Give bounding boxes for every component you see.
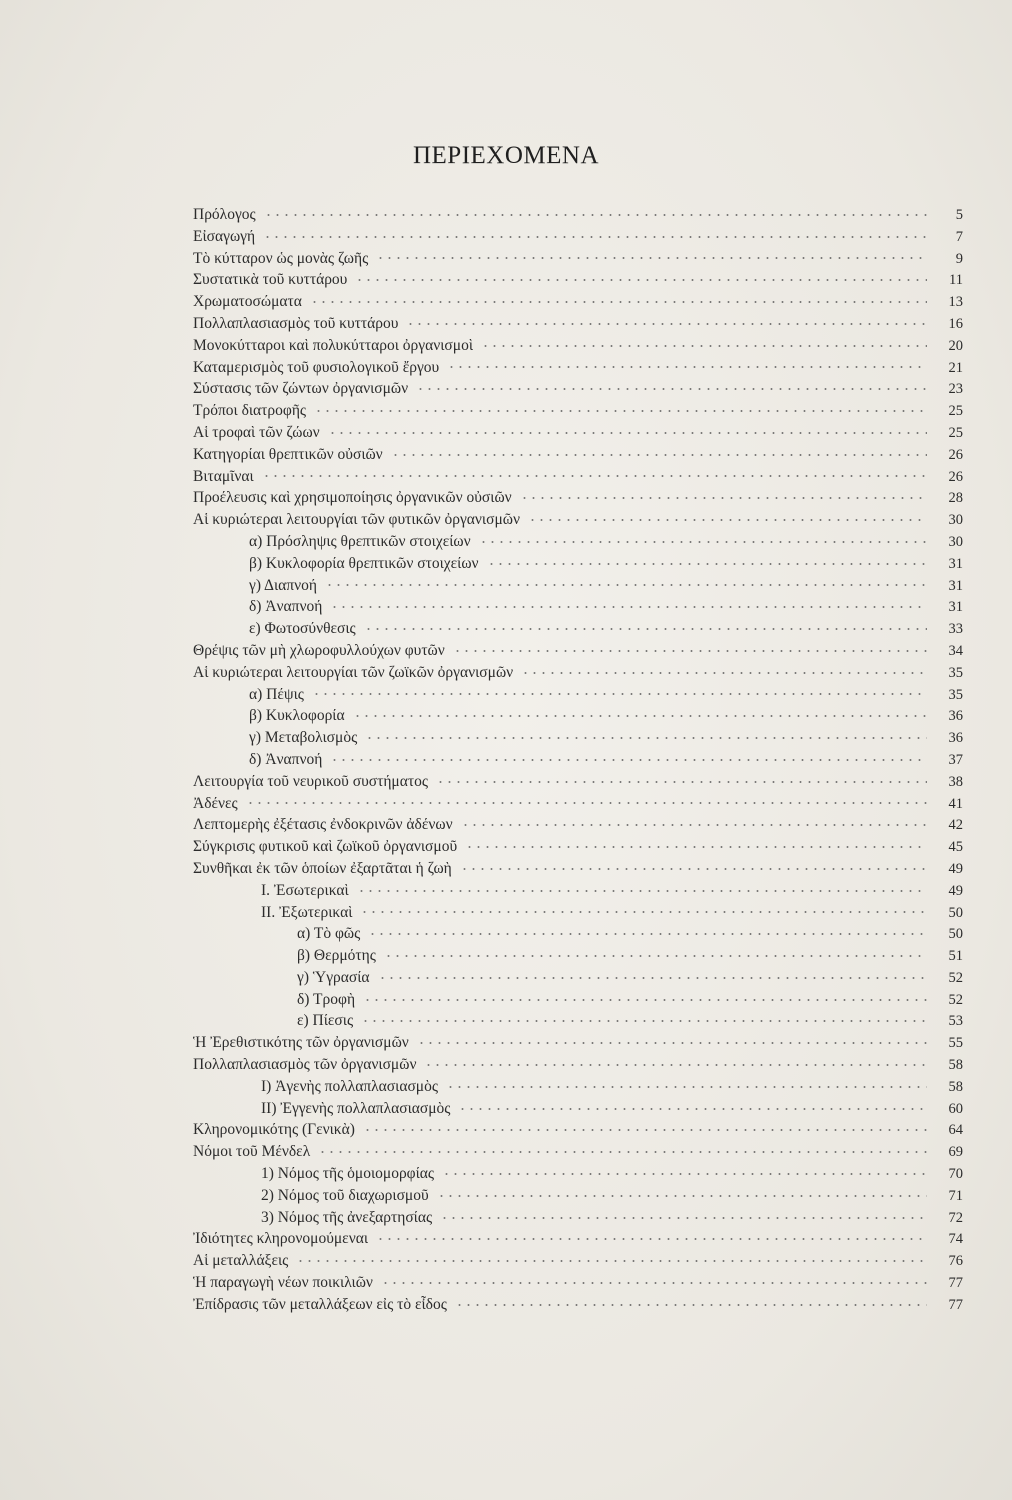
toc-entry — [193, 771, 963, 793]
toc-entry-title: Σύγκρισις φυτικοῦ καὶ ζωϊκοῦ ὀργανισμοῦ — [193, 838, 458, 856]
dot-leader — [381, 1282, 927, 1284]
dot-leader — [365, 737, 927, 739]
toc-entry-page-number: 20 — [948, 337, 963, 354]
toc-entry-title: 1) Νόμος τῆς ὁμοιομορφίας — [261, 1165, 435, 1183]
toc-entry — [193, 269, 963, 291]
dot-leader — [417, 1042, 927, 1044]
dot-leader — [461, 824, 927, 826]
toc-entry-page-number: 74 — [948, 1231, 963, 1248]
dot-leader — [376, 1238, 927, 1240]
toc-entry — [193, 335, 963, 357]
toc-entry-page-number: 42 — [948, 817, 963, 834]
toc-entry-page-number: 31 — [948, 577, 963, 594]
toc-entry-page-number: 70 — [948, 1166, 963, 1183]
toc-entry-title: γ) Μεταβολισμὸς — [249, 729, 358, 747]
toc-entry-title: Νόμοι τοῦ Μένδελ — [193, 1143, 311, 1161]
toc-entry — [193, 1228, 963, 1250]
toc-entry — [193, 727, 963, 749]
dot-leader — [357, 890, 927, 892]
toc-entry-page-number: 41 — [948, 795, 963, 812]
toc-entry — [193, 1294, 963, 1316]
dot-leader — [360, 911, 927, 913]
dot-leader — [521, 672, 927, 674]
toc-entry — [193, 967, 963, 989]
toc-entry-page-number: 52 — [948, 969, 963, 986]
toc-entry-title: Καταμερισμὸς τοῦ φυσιολογικοῦ ἔργου — [193, 358, 440, 376]
toc-entry — [193, 618, 963, 640]
toc-entry — [193, 400, 963, 422]
toc-entry-title: Συστατικὰ τοῦ κυττάρου — [193, 271, 348, 289]
dot-leader — [328, 432, 927, 434]
dot-leader — [460, 868, 927, 870]
toc-entry-page-number: 50 — [948, 926, 963, 943]
toc-entry-title: Βιταμῖναι — [193, 467, 254, 485]
dot-leader — [436, 781, 927, 783]
toc-entry-title: Χρωματοσώματα — [193, 293, 302, 311]
toc-entry-title: Αἱ κυριώτεραι λειτουργίαι τῶν ζωϊκῶν ὀργανισμῶν — [193, 663, 514, 681]
dot-leader — [325, 584, 927, 586]
toc-entry-title: Αἱ κυριώτεραι λειτουργίαι τῶν φυτικῶν ὀργανισμῶν — [193, 511, 520, 529]
toc-entry — [193, 509, 963, 531]
toc-entry-title: ε) Φωτοσύνθεσις — [249, 620, 356, 638]
page-title: ΠΕΡΙΕΧΟΜΕΝΑ — [412, 142, 600, 169]
dot-leader — [378, 977, 927, 979]
toc-entry-title: β) Θερμότης — [297, 947, 376, 965]
toc-entry — [193, 1076, 963, 1098]
toc-entry-title: α) Τὸ φῶς — [297, 925, 361, 943]
toc-entry-title: Λεπτομερὴς ἐξέτασις ἐνδοκρινῶν ἀδένων — [193, 816, 453, 834]
toc-entry-page-number: 13 — [948, 294, 963, 311]
dot-leader — [458, 1108, 927, 1110]
toc-entry-title: ΙΙ. Ἐξωτερικαὶ — [261, 903, 353, 921]
toc-entry-page-number: 33 — [948, 621, 963, 638]
toc-entry-title: Μονοκύτταροι καὶ πολυκύτταροι ὀργανισμοὶ — [193, 336, 474, 354]
toc-entry-title: ε) Πίεσις — [297, 1012, 354, 1030]
toc-entry-page-number: 25 — [948, 403, 963, 420]
toc-entry — [193, 814, 963, 836]
dot-leader — [330, 606, 927, 608]
dot-leader — [363, 999, 927, 1001]
toc-entry-page-number: 36 — [948, 708, 963, 725]
toc-entry-title: γ) Διαπνοή — [249, 576, 317, 594]
dot-leader — [384, 955, 927, 957]
toc-entry-title: Ι) Ἀγενὴς πολλαπλασιασμὸς — [261, 1077, 439, 1095]
dot-leader — [446, 1086, 927, 1088]
toc-entry — [193, 880, 963, 902]
dot-leader — [465, 846, 927, 848]
toc-entry-page-number: 35 — [948, 686, 963, 703]
dot-leader — [487, 563, 927, 565]
toc-entry-title: γ) Ὑγρασία — [297, 968, 370, 986]
toc-entry — [193, 553, 963, 575]
toc-entry-page-number: 7 — [955, 228, 963, 245]
dot-leader — [528, 519, 927, 521]
dot-leader — [246, 802, 927, 804]
toc-entry — [193, 313, 963, 335]
toc-entry-page-number: 64 — [948, 1122, 963, 1139]
toc-entry-title: Πρόλογος — [193, 206, 256, 223]
dot-leader — [353, 715, 927, 717]
toc-entry-title: Ι. Ἐσωτερικαὶ — [261, 881, 349, 899]
dot-leader — [296, 1260, 927, 1262]
toc-entry — [193, 989, 963, 1011]
toc-entry-title: α) Πρόσληψις θρεπτικῶν στοιχείων — [249, 532, 471, 550]
toc-entry-page-number: 31 — [948, 555, 963, 572]
toc-entry-title: Ἰδιότητες κληρονομούμεναι — [193, 1230, 368, 1248]
toc-entry-page-number: 77 — [948, 1275, 963, 1292]
toc-entry-title: Ἐπίδρασις τῶν μεταλλάξεων εἰς τὸ εἶδος — [193, 1295, 447, 1313]
toc-entry — [193, 749, 963, 771]
dot-leader — [314, 410, 927, 412]
toc-entry-title: Αἱ τροφαὶ τῶν ζώων — [193, 423, 320, 441]
toc-entry — [193, 204, 963, 226]
dot-leader — [391, 454, 927, 456]
toc-entry — [193, 357, 963, 379]
toc-entry-page-number: 72 — [948, 1209, 963, 1226]
toc-entry-page-number: 5 — [955, 207, 963, 223]
toc-entry — [193, 1098, 963, 1120]
toc-entry-title: Ἡ παραγωγὴ νέων ποικιλιῶν — [193, 1274, 373, 1292]
toc-entry — [193, 793, 963, 815]
dot-leader — [481, 345, 927, 347]
dot-leader — [437, 1195, 927, 1197]
toc-entry — [193, 1185, 963, 1207]
toc-entry-page-number: 26 — [948, 468, 963, 485]
dot-leader — [406, 323, 927, 325]
dot-leader — [479, 541, 927, 543]
toc-entry — [193, 466, 963, 488]
toc-entry-page-number: 35 — [948, 664, 963, 681]
toc-entry — [193, 1163, 963, 1185]
dot-leader — [416, 388, 927, 390]
dot-leader — [453, 650, 927, 652]
dot-leader — [424, 1064, 927, 1066]
dot-leader — [376, 257, 927, 259]
toc-entry — [193, 640, 963, 662]
dot-leader — [368, 933, 927, 935]
dot-leader — [363, 1129, 927, 1131]
dot-leader — [520, 497, 927, 499]
toc-entry-title: 3) Νόμος τῆς ἀνεξαρτησίας — [261, 1208, 433, 1226]
dot-leader — [442, 1173, 927, 1175]
toc-entry — [193, 1207, 963, 1229]
toc-entry-page-number: 71 — [948, 1187, 963, 1204]
toc-entry-title: Πολλαπλασιασμὸς τῶν ὀργανισμῶν — [193, 1056, 417, 1074]
toc-entry-page-number: 77 — [948, 1296, 963, 1313]
toc-entry — [193, 836, 963, 858]
toc-entry — [193, 487, 963, 509]
dot-leader — [447, 366, 927, 368]
toc-entry-title: β) Κυκλοφορία θρεπτικῶν στοιχείων — [249, 554, 479, 572]
toc-entry-title: δ) Ἀναπνοή — [249, 598, 323, 616]
toc-entry — [193, 662, 963, 684]
toc-entry — [193, 1054, 963, 1076]
toc-entry-title: δ) Τροφὴ — [297, 990, 356, 1008]
toc-entry-title: Συνθῆκαι ἐκ τῶν ὁποίων ἐξαρτᾶται ἡ ζωὴ — [193, 859, 452, 877]
toc-entry-page-number: 21 — [948, 359, 963, 376]
toc-entry-title: Λειτουργία τοῦ νευρικοῦ συστήματος — [193, 772, 428, 790]
toc-entry — [193, 531, 963, 553]
dot-leader — [312, 693, 927, 695]
toc-entry — [193, 902, 963, 924]
toc-entry-page-number: 51 — [948, 948, 963, 965]
dot-leader — [355, 279, 927, 281]
toc-entry — [193, 291, 963, 313]
toc-entry-page-number: 9 — [955, 250, 963, 267]
dot-leader — [455, 1304, 927, 1306]
toc-entry — [193, 444, 963, 466]
toc-entry — [193, 1032, 963, 1054]
toc-entry-title: Σύστασις τῶν ζώντων ὀργανισμῶν — [193, 380, 409, 398]
toc-entry-page-number: 26 — [948, 446, 963, 463]
toc-entry-page-number: 31 — [948, 599, 963, 616]
dot-leader — [330, 759, 927, 761]
toc-entry — [193, 684, 963, 706]
toc-entry-page-number: 49 — [948, 860, 963, 877]
toc-entry — [193, 1119, 963, 1141]
toc-entry-title: Κατηγορίαι θρεπτικῶν οὐσιῶν — [193, 445, 383, 463]
toc-entry-page-number: 69 — [948, 1144, 963, 1161]
toc-entry — [193, 248, 963, 270]
toc-entry-page-number: 30 — [948, 533, 963, 550]
toc-entry-page-number: 45 — [948, 839, 963, 856]
toc-entry-title: Πολλαπλασιασμὸς τοῦ κυττάρου — [193, 314, 399, 332]
toc-entry-page-number: 58 — [948, 1057, 963, 1074]
toc-entry-page-number: 30 — [948, 512, 963, 529]
toc-entry-title: δ) Ἀναπνοή — [249, 750, 323, 768]
toc-entry — [193, 1010, 963, 1032]
toc-entry — [193, 1141, 963, 1163]
dot-leader — [361, 1020, 927, 1022]
toc-entry-page-number: 53 — [948, 1013, 963, 1030]
toc-entry-page-number: 23 — [948, 381, 963, 398]
toc-entry-page-number: 50 — [948, 904, 963, 921]
toc-entry-page-number: 49 — [948, 882, 963, 899]
toc-entry-title: Κληρονομικότης (Γενικὰ) — [193, 1121, 355, 1139]
dot-leader — [364, 628, 927, 630]
toc-entry-title: β) Κυκλοφορία — [249, 707, 345, 725]
toc-entry-page-number: 28 — [948, 490, 963, 507]
toc-entry-page-number: 11 — [949, 272, 963, 289]
toc-entry-page-number: 16 — [948, 315, 963, 332]
toc-entry — [193, 575, 963, 597]
toc-entry-title: α) Πέψις — [249, 685, 304, 703]
toc-entry — [193, 705, 963, 727]
dot-leader — [318, 1151, 927, 1153]
dot-leader — [263, 236, 927, 238]
toc-entry — [193, 858, 963, 880]
toc-entry-title: Ἡ Ἐρεθιστικότης τῶν ὀργανισμῶν — [193, 1034, 409, 1052]
toc-entry — [193, 226, 963, 248]
toc-entry — [193, 378, 963, 400]
toc-entry — [193, 923, 963, 945]
dot-leader — [310, 301, 927, 303]
toc-entry-title: Ἀδένες — [193, 794, 238, 812]
toc-entry-title: Εἰσαγωγή — [193, 227, 256, 245]
toc-entry-page-number: 76 — [948, 1253, 963, 1270]
toc-entry — [193, 945, 963, 967]
toc-entry-title: ΙΙ) Ἐγγενὴς πολλαπλασιασμὸς — [261, 1099, 451, 1117]
toc-entry-page-number: 37 — [948, 751, 963, 768]
toc-entry-page-number: 25 — [948, 424, 963, 441]
toc-entry-title: Τὸ κύτταρον ὡς μονὰς ζωῆς — [193, 249, 369, 267]
toc-entry — [193, 1272, 963, 1294]
toc-entry-page-number: 55 — [948, 1035, 963, 1052]
dot-leader — [440, 1217, 927, 1219]
toc-entry-page-number: 60 — [948, 1100, 963, 1117]
toc-entry-title: Τρόποι διατροφῆς — [193, 402, 307, 420]
toc-entry-page-number: 52 — [948, 991, 963, 1008]
toc-entry-page-number: 36 — [948, 730, 963, 747]
toc-entry-title: Θρέψις τῶν μὴ χλωροφυλλούχων φυτῶν — [193, 641, 445, 659]
toc-entry-page-number: 58 — [948, 1078, 963, 1095]
toc-entry — [193, 1250, 963, 1272]
table-of-contents — [193, 204, 963, 1316]
dot-leader — [262, 475, 927, 477]
toc-entry — [193, 596, 963, 618]
toc-entry-page-number: 34 — [948, 642, 963, 659]
toc-entry-title: Αἱ μεταλλάξεις — [193, 1252, 289, 1270]
dot-leader — [264, 214, 927, 216]
toc-entry-title: 2) Νόμος τοῦ διαχωρισμοῦ — [261, 1186, 429, 1204]
toc-entry — [193, 422, 963, 444]
toc-entry-title: Προέλευσις καὶ χρησιμοποίησις ὀργανικῶν οὐσιῶν — [193, 489, 512, 507]
toc-entry-page-number: 38 — [948, 773, 963, 790]
